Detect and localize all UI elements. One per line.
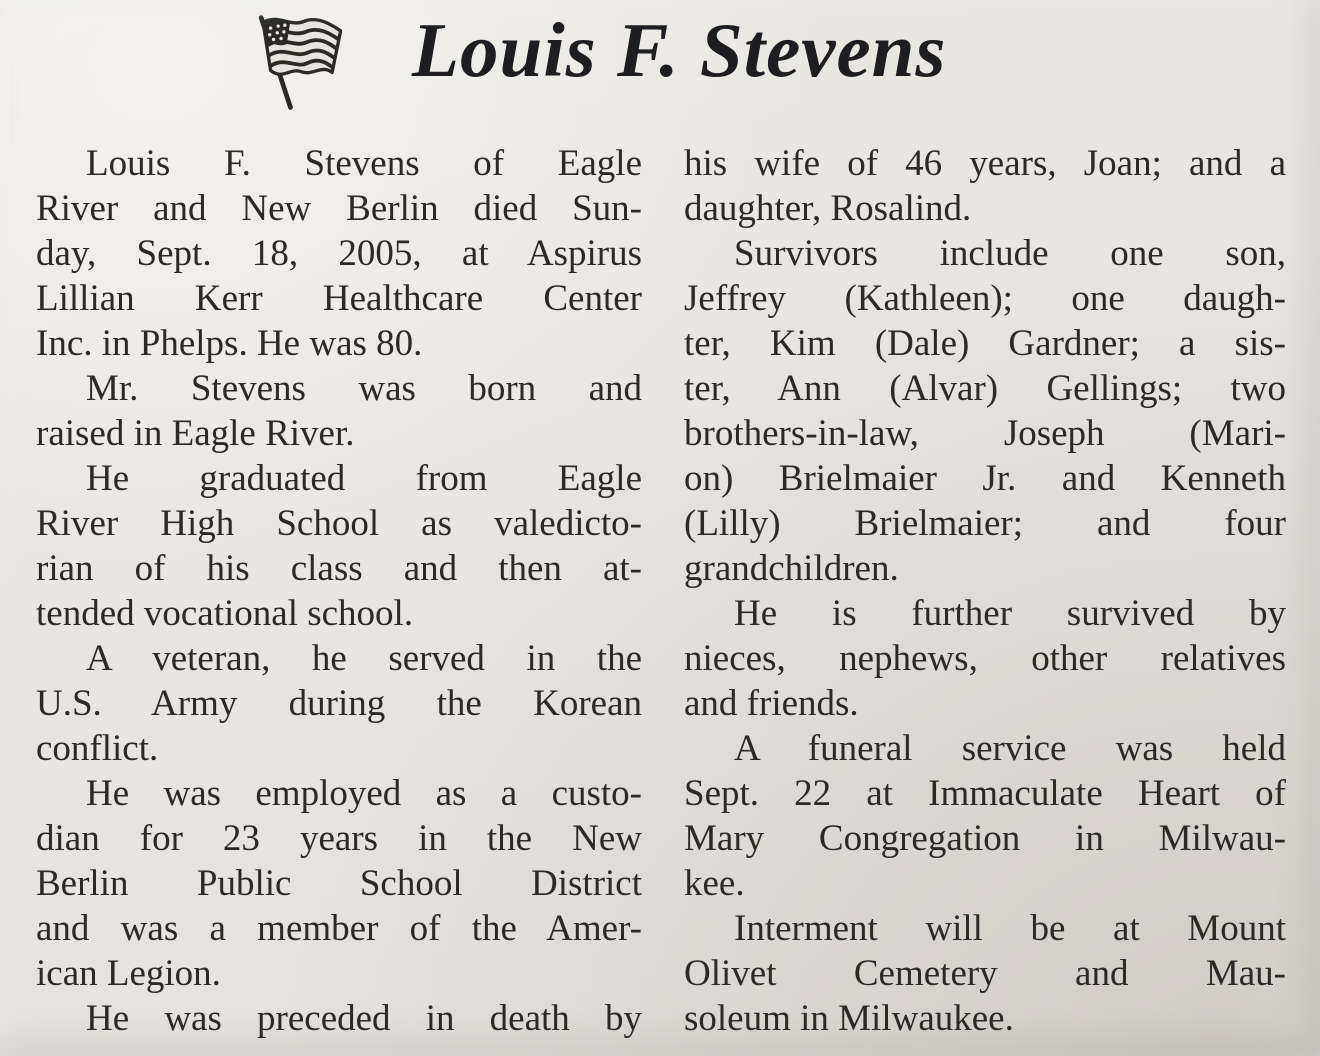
text-line: Sept. 22 at Immaculate Heart of bbox=[684, 773, 1286, 814]
paragraph bbox=[684, 726, 1286, 906]
text-line: ter, Kim (Dale) Gardner; a sis- bbox=[684, 323, 1286, 364]
paragraph bbox=[684, 591, 1286, 726]
text-line: He was employed as a custo- bbox=[86, 773, 642, 814]
text-line: River High School as valedicto- bbox=[36, 503, 642, 544]
text-line: ican Legion. bbox=[36, 953, 221, 994]
text-line: ter, Ann (Alvar) Gellings; two bbox=[684, 368, 1286, 409]
text-line: raised in Eagle River. bbox=[36, 413, 355, 454]
text-line: Survivors include one son, bbox=[734, 233, 1286, 274]
paragraph bbox=[36, 456, 642, 636]
text-line: conflict. bbox=[36, 728, 159, 769]
paragraph bbox=[36, 636, 642, 771]
text-line: Mr. Stevens was born and bbox=[86, 368, 642, 409]
text-line: Berlin Public School District bbox=[36, 863, 642, 904]
text-line: Inc. in Phelps. He was 80. bbox=[36, 323, 423, 364]
text-line: Olivet Cemetery and Mau- bbox=[684, 953, 1286, 994]
text-line: grandchildren. bbox=[684, 548, 899, 589]
text-line: River and New Berlin died Sun- bbox=[36, 188, 642, 229]
text-line: Mary Congregation in Milwau- bbox=[684, 818, 1286, 859]
text-line: rian of his class and then at- bbox=[36, 548, 642, 589]
text-line: nieces, nephews, other relatives bbox=[684, 638, 1286, 679]
text-line: soleum in Milwaukee. bbox=[684, 998, 1014, 1039]
obituary-column-right bbox=[684, 141, 1286, 1041]
text-line: dian for 23 years in the New bbox=[36, 818, 642, 859]
text-line: daughter, Rosalind. bbox=[684, 188, 972, 229]
text-line: Jeffrey (Kathleen); one daugh- bbox=[684, 278, 1286, 319]
text-line: and was a member of the Amer- bbox=[36, 908, 642, 949]
paragraph bbox=[36, 771, 642, 996]
paragraph bbox=[684, 141, 1286, 231]
text-line: He graduated from Eagle bbox=[86, 458, 642, 499]
text-line: his wife of 46 years, Joan; and a bbox=[684, 143, 1286, 184]
obituary-masthead bbox=[0, 0, 1320, 130]
text-line: A veteran, he served in the bbox=[86, 638, 642, 679]
text-line: brothers-in-law, Joseph (Mari- bbox=[684, 413, 1286, 454]
text-line: (Lilly) Brielmaier; and four bbox=[684, 503, 1286, 544]
text-line: day, Sept. 18, 2005, at Aspirus bbox=[36, 233, 642, 274]
text-line: He was preceded in death by bbox=[86, 998, 642, 1039]
paragraph bbox=[36, 996, 642, 1041]
paragraph bbox=[684, 906, 1286, 1041]
text-line: Louis F. Stevens of Eagle bbox=[86, 143, 642, 184]
text-line: and friends. bbox=[684, 683, 859, 724]
text-line: on) Brielmaier Jr. and Kenneth bbox=[684, 458, 1286, 499]
paragraph bbox=[684, 231, 1286, 591]
text-line: U.S. Army during the Korean bbox=[36, 683, 642, 724]
paragraph bbox=[36, 141, 642, 366]
text-line: Interment will be at Mount bbox=[734, 908, 1286, 949]
text-line: He is further survived by bbox=[734, 593, 1286, 634]
text-line: A funeral service was held bbox=[734, 728, 1286, 769]
american-flag-icon bbox=[247, 12, 351, 116]
text-line: Lillian Kerr Healthcare Center bbox=[36, 278, 642, 319]
text-line: tended vocational school. bbox=[36, 593, 414, 634]
paragraph bbox=[36, 366, 642, 456]
text-line: kee. bbox=[684, 863, 745, 904]
obituary-column-left bbox=[36, 141, 642, 1041]
obituary-title: Louis F. Stevens bbox=[412, 7, 947, 93]
